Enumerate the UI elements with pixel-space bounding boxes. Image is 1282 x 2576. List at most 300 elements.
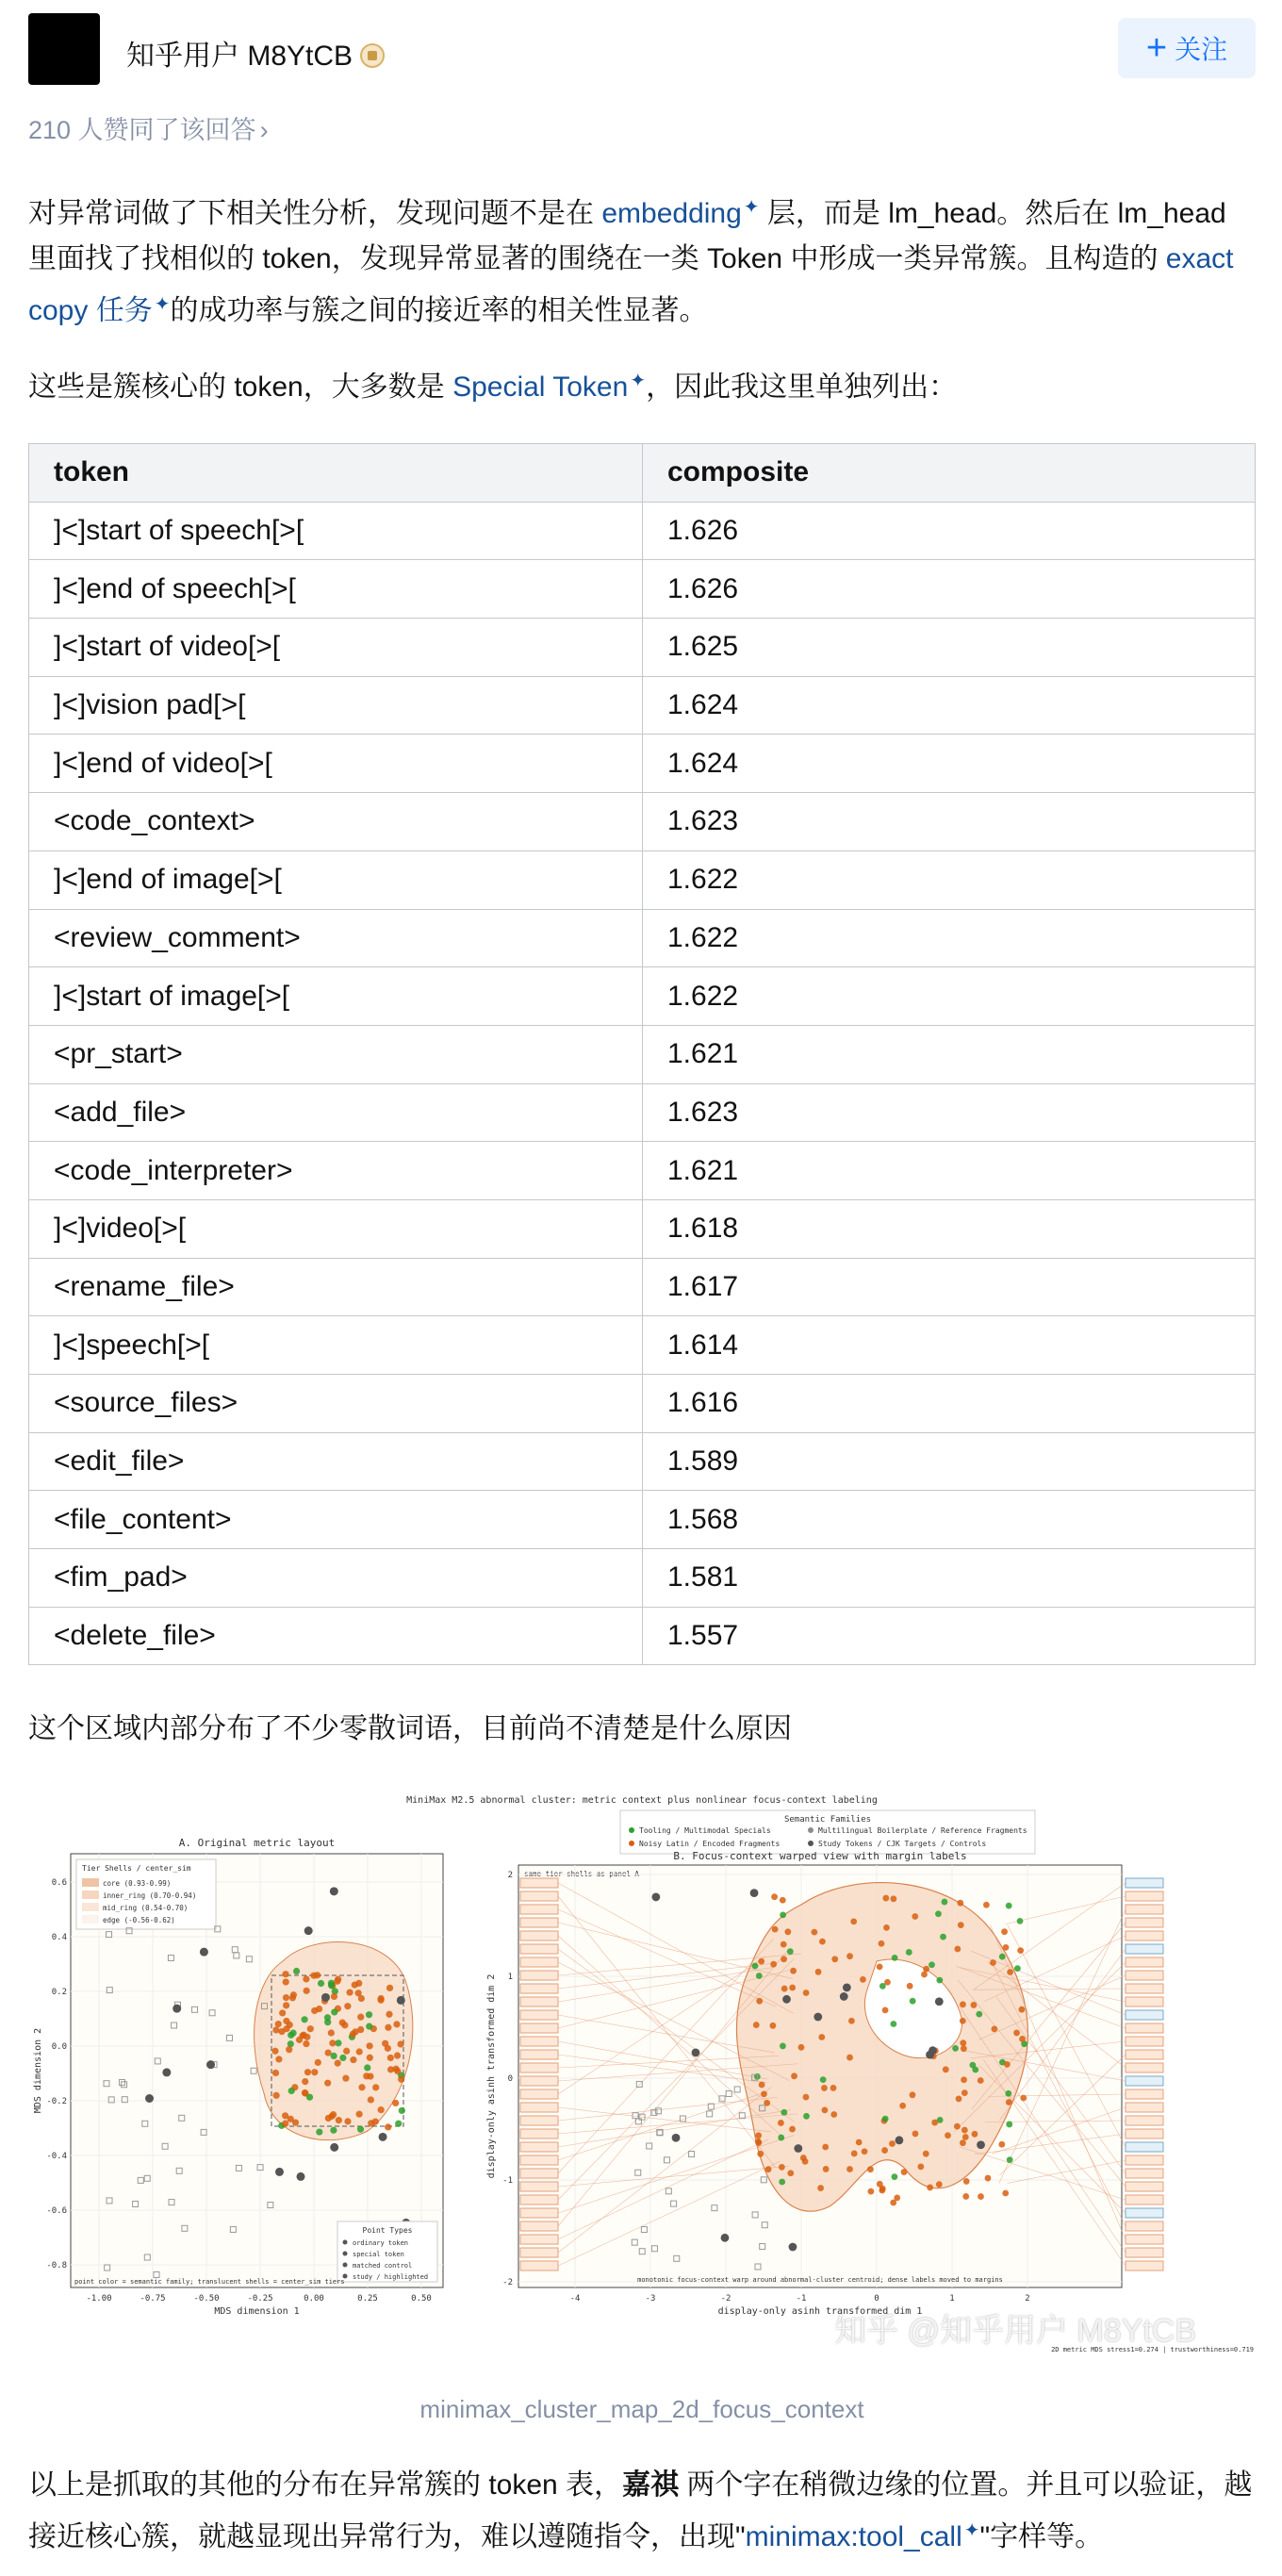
data-point — [331, 2053, 337, 2059]
data-point — [961, 2045, 967, 2052]
cell-token: <code_context> — [29, 793, 643, 851]
cell-composite: 1.623 — [643, 793, 1256, 851]
panel-a-footer: point color = semantic family; translucent shells = center_sim tiers — [74, 2278, 345, 2286]
data-point — [287, 2022, 293, 2028]
study-point — [750, 1889, 759, 1897]
margin-label — [520, 2155, 558, 2165]
data-point — [892, 1955, 898, 1961]
data-point — [985, 2175, 992, 2182]
y-tick: -0.8 — [46, 2261, 67, 2271]
cell-composite: 1.618 — [643, 1199, 1256, 1258]
link-tool-call[interactable]: minimax:tool_call ✦ — [745, 2520, 980, 2552]
margin-label — [520, 2169, 558, 2178]
margin-label — [520, 2235, 558, 2244]
legend-entry: Tooling / Multimodal Specials — [639, 1826, 771, 1835]
data-point — [311, 2007, 318, 2014]
study-point — [672, 2134, 681, 2142]
x-tick: 0.50 — [411, 2294, 432, 2304]
panel-a-title: A. Original metric layout — [178, 1837, 336, 1849]
header-token: token — [29, 444, 643, 503]
data-point — [761, 2090, 767, 2097]
data-point — [789, 1985, 796, 1991]
point-type-entry: matched control — [353, 2262, 413, 2270]
data-point — [770, 1961, 777, 1968]
data-point — [823, 2166, 830, 2172]
margin-label — [1126, 2195, 1163, 2204]
panel-a-xlabel: MDS dimension 1 — [214, 2306, 300, 2317]
follow-label: 关注 — [1175, 35, 1228, 64]
tier-swatch — [82, 1903, 99, 1911]
data-point — [378, 2106, 385, 2113]
data-point — [397, 2040, 403, 2047]
data-point — [392, 2066, 399, 2072]
margin-label — [1126, 1891, 1163, 1901]
study-point — [162, 2068, 171, 2076]
point-type-entry: special token — [353, 2251, 404, 2258]
study-point — [397, 1996, 405, 2005]
data-point — [311, 2069, 318, 2075]
data-point — [822, 2106, 829, 2113]
data-point — [282, 2120, 288, 2126]
data-point — [387, 2055, 394, 2061]
margin-label — [1126, 2103, 1163, 2112]
data-point — [910, 1998, 916, 2005]
data-point — [856, 2139, 863, 2146]
link-exact-copy[interactable]: exact copy 任务 ✦ — [28, 243, 1234, 326]
data-point — [892, 2173, 898, 2180]
data-point — [275, 2021, 282, 2027]
x-tick: -1 — [796, 2294, 807, 2304]
spark-icon: ✦ — [963, 2520, 980, 2541]
data-point — [822, 2144, 829, 2151]
y-tick: 1 — [507, 1973, 513, 1982]
data-point — [293, 1968, 300, 1974]
margin-label — [1126, 1984, 1163, 1993]
data-point — [802, 2158, 809, 2165]
data-point — [364, 2064, 370, 2071]
data-point — [356, 2048, 363, 2055]
data-point — [271, 2048, 278, 2055]
data-point — [759, 2082, 765, 2089]
data-point — [304, 1988, 310, 1994]
cell-token: <delete_file> — [29, 1607, 643, 1665]
margin-label — [1126, 1878, 1163, 1888]
cell-composite: 1.614 — [643, 1316, 1256, 1375]
table-row — [29, 560, 1256, 619]
table-row — [29, 793, 1256, 851]
data-point — [890, 1895, 896, 1902]
tier-entry: mid_ring (0.54-0.70) — [103, 1904, 189, 1912]
data-point — [923, 2151, 929, 2157]
paragraph-4: 以上是抓取的其他的分布在异常簇的 token 表，嘉祺 两个字在稍微边缘的位置。并且可以验证，越接近核心簇，就越显现出异常行为，难以遵随指令，出现"minimax:tool_call ✦"字样等。 — [28, 2469, 1253, 2552]
data-point — [346, 1989, 353, 1995]
margin-label — [520, 2129, 558, 2138]
margin-label — [1126, 2182, 1163, 2191]
margin-label — [1126, 1931, 1163, 1940]
margin-label — [520, 2010, 558, 2020]
data-point — [821, 2085, 828, 2091]
header-composite: composite — [643, 444, 1256, 503]
data-point — [328, 2029, 335, 2036]
author-name[interactable]: 知乎用户 M8YtCB — [126, 32, 385, 74]
margin-label — [1126, 1905, 1163, 1914]
data-point — [811, 1929, 817, 1936]
data-point — [1013, 2030, 1020, 2037]
data-point — [339, 2055, 346, 2061]
tier-entry: core (0.93-0.99) — [103, 1879, 172, 1888]
data-point — [755, 2132, 762, 2138]
margin-label — [1126, 2235, 1163, 2244]
study-point — [145, 2094, 154, 2103]
margin-label — [520, 1891, 558, 1901]
data-point — [879, 2188, 885, 2194]
data-point — [923, 1966, 929, 1973]
link-special-token[interactable]: Special Token ✦ — [452, 371, 647, 403]
table-row — [29, 1199, 1256, 1258]
data-point — [936, 1977, 943, 1984]
data-point — [971, 2002, 978, 2008]
x-tick: 1 — [949, 2294, 955, 2304]
data-point — [991, 2025, 997, 2032]
data-point — [307, 2025, 314, 2032]
data-point — [860, 1976, 866, 1983]
margin-label — [1126, 2023, 1163, 2033]
legend-entry: Multilingual Boilerplate / Reference Fragments — [818, 1826, 1027, 1835]
voters-link[interactable]: 210 人赞同了该回答 › — [28, 116, 269, 144]
data-point — [363, 2072, 370, 2079]
token-table — [28, 443, 1256, 1665]
x-tick: 0 — [874, 2294, 879, 2304]
data-point — [352, 1982, 358, 1989]
cell-composite: 1.625 — [643, 619, 1256, 677]
data-point — [850, 1918, 857, 1924]
y-tick: 0.4 — [51, 1933, 67, 1942]
paragraph-1: 对异常词做了下相关性分析，发现问题不是在 embedding ✦ 层，而是 lm_head。然后在 lm_head 里面找了找相似的 token，发现异常显著的围绕在一类 Token 中形成一类异常簇。且构造的 exact copy 任务 ✦的成功率与簇之间的接近率的相关性显著。 — [28, 197, 1234, 326]
margin-label — [520, 1997, 558, 2006]
badge-icon — [360, 43, 385, 68]
data-point — [780, 1897, 786, 1904]
study-point — [330, 1887, 338, 1895]
data-point — [877, 2181, 883, 2188]
data-point — [328, 1980, 335, 1987]
data-point — [778, 2120, 784, 2126]
data-point — [1004, 2061, 1011, 2068]
margin-label — [1126, 2155, 1163, 2165]
legend-title: Semantic Families — [783, 1815, 872, 1825]
table-header-row — [29, 444, 1256, 503]
data-point — [883, 1924, 890, 1931]
study-point — [789, 2243, 797, 2252]
data-point — [336, 2117, 342, 2123]
follow-button[interactable] — [1118, 18, 1256, 78]
cluster-figure[interactable] — [28, 1792, 1256, 2357]
data-point — [366, 2023, 372, 2030]
margin-label — [1126, 2037, 1163, 2046]
margin-label — [520, 2116, 558, 2125]
data-point — [969, 2062, 976, 2069]
data-point — [377, 1997, 384, 2004]
data-point — [879, 1940, 885, 1947]
data-point — [1006, 2099, 1012, 2105]
figure-caption: minimax_cluster_map_2d_focus_context — [419, 2395, 864, 2423]
data-point — [385, 2024, 391, 2031]
margin-label — [520, 1971, 558, 1980]
data-point — [302, 2078, 308, 2085]
margin-label — [520, 2063, 558, 2072]
panel-b-xlabel: display-only asinh transformed dim 1 — [717, 2306, 923, 2317]
legend-marker — [629, 1841, 634, 1846]
data-point — [1020, 2095, 1027, 2102]
data-point — [394, 2052, 401, 2058]
data-point — [927, 2185, 933, 2191]
data-point — [367, 2055, 373, 2061]
margin-label — [520, 2182, 558, 2191]
cell-composite: 1.589 — [643, 1432, 1256, 1491]
data-point — [779, 2179, 785, 2186]
data-point — [382, 2040, 388, 2047]
study-point — [977, 2140, 985, 2149]
cell-composite: 1.616 — [643, 1375, 1256, 1433]
data-point — [769, 2023, 776, 2029]
cluster-map-svg — [28, 1792, 1256, 2357]
study-point — [304, 1926, 313, 1935]
paragraph-2: 这些是簇核心的 token，大多数是 Special Token ✦，因此我这里单独列出： — [28, 371, 958, 403]
data-point — [962, 2127, 968, 2134]
point-type-marker — [343, 2240, 348, 2245]
data-point — [1017, 1918, 1024, 1924]
x-tick: -0.25 — [247, 2294, 273, 2304]
data-point — [862, 2148, 868, 2155]
margin-label — [1126, 2063, 1163, 2072]
cell-token: <code_interpreter> — [29, 1142, 643, 1200]
data-point — [392, 2100, 399, 2106]
data-point — [315, 2059, 321, 2066]
data-point — [779, 2164, 785, 2171]
tier-title: Tier Shells / center_sim — [82, 1864, 191, 1873]
data-point — [963, 2178, 970, 2185]
data-point — [1005, 2090, 1011, 2097]
data-point — [960, 2039, 966, 2046]
data-point — [290, 1991, 297, 1998]
data-point — [846, 2166, 853, 2172]
margin-label — [520, 2023, 558, 2033]
data-point — [787, 1948, 794, 1955]
cell-token: <pr_start> — [29, 1025, 643, 1083]
cell-composite: 1.621 — [643, 1025, 1256, 1083]
data-point — [758, 1958, 764, 1965]
data-point — [778, 2135, 784, 2141]
data-point — [831, 1956, 838, 1962]
data-point — [962, 2089, 968, 2096]
panel-b-footer: monotonic focus-context warp around abnormal-cluster centroid; dense labels moved to margins — [637, 2276, 1003, 2284]
margin-label — [520, 2248, 558, 2257]
data-point — [283, 1978, 289, 1985]
margin-label — [1126, 2169, 1163, 2178]
point-type-entry: study / highlighted — [353, 2273, 429, 2281]
figure-suptitle: MiniMax M2.5 abnormal cluster: metric context plus nonlinear focus-context labeling — [406, 1795, 878, 1806]
cell-composite: 1.621 — [643, 1142, 1256, 1200]
data-point — [867, 2188, 874, 2195]
data-point — [803, 2113, 810, 2120]
study-point — [206, 2060, 215, 2069]
x-tick: -2 — [720, 2294, 731, 2304]
data-point — [1001, 1928, 1008, 1935]
data-point — [303, 1975, 309, 1982]
cell-composite: 1.624 — [643, 735, 1256, 793]
data-point — [399, 2107, 405, 2114]
data-point — [884, 1979, 891, 1986]
cell-token: <rename_file> — [29, 1258, 643, 1316]
table-row — [29, 502, 1256, 560]
data-point — [817, 2185, 824, 2191]
data-point — [848, 2018, 855, 2024]
data-point — [931, 2120, 938, 2126]
data-point — [331, 2008, 337, 2015]
x-tick: 0.25 — [357, 2294, 378, 2304]
margin-label — [1126, 1944, 1163, 1954]
data-point — [753, 2022, 760, 2028]
data-point — [398, 2076, 404, 2083]
table-row — [29, 1142, 1256, 1200]
data-point — [820, 2076, 827, 2083]
y-tick: 0.0 — [51, 2042, 67, 2052]
data-point — [781, 1941, 787, 1948]
data-point — [917, 2163, 924, 2170]
tier-entry: inner_ring (0.70-0.94) — [103, 1891, 197, 1900]
cell-token: <review_comment> — [29, 909, 643, 967]
data-point — [344, 2003, 351, 2009]
data-point — [290, 2030, 297, 2037]
study-point — [379, 2133, 387, 2141]
data-point — [910, 2091, 916, 2098]
data-point — [907, 1983, 913, 1990]
tier-swatch — [82, 1891, 99, 1899]
study-point — [651, 1893, 660, 1902]
margin-label — [1126, 1971, 1163, 1980]
data-point — [890, 2021, 896, 2027]
study-point — [200, 1948, 208, 1957]
data-point — [752, 1963, 759, 1970]
cell-token: <edit_file> — [29, 1432, 643, 1491]
legend-entry: Study Tokens / CJK Targets / Controls — [818, 1840, 987, 1848]
panel-a-ylabel: MDS dimension 2 — [33, 2027, 43, 2114]
data-point — [787, 2170, 794, 2176]
data-point — [830, 2085, 837, 2091]
data-point — [978, 2077, 984, 2084]
data-point — [956, 2096, 962, 2103]
tier-swatch — [82, 1878, 99, 1887]
study-point — [782, 1995, 791, 2004]
margin-label — [520, 2142, 558, 2152]
data-point — [367, 2042, 373, 2049]
y-tick: -0.4 — [46, 2152, 67, 2161]
avatar[interactable] — [28, 13, 100, 85]
data-point — [998, 2141, 1005, 2148]
link-embedding[interactable]: embedding ✦ — [601, 197, 760, 229]
data-point — [358, 1995, 365, 2002]
data-point — [316, 2128, 322, 2135]
point-type-entry: ordinary token — [353, 2239, 409, 2247]
margin-label — [1126, 2221, 1163, 2231]
data-point — [781, 1986, 788, 1992]
data-point — [882, 1895, 889, 1902]
data-point — [386, 2011, 392, 2018]
margin-label — [1126, 1997, 1163, 2006]
stress-note: 2D metric MDS stress1=0.274 | trustworthiness=0.719 — [1051, 2346, 1254, 2353]
table-row — [29, 1607, 1256, 1665]
table-row — [29, 1491, 1256, 1549]
study-point — [794, 2144, 802, 2153]
data-point — [385, 2123, 391, 2130]
table-row — [29, 850, 1256, 909]
data-point — [901, 2169, 908, 2175]
spark-icon: ✦ — [154, 294, 171, 315]
data-point — [942, 1899, 948, 1906]
tier-swatch — [82, 1915, 99, 1924]
data-point — [958, 1922, 964, 1928]
cell-token: ]<]start of image[>[ — [29, 967, 643, 1026]
table-row — [29, 1316, 1256, 1375]
table-row — [29, 735, 1256, 793]
data-point — [324, 2080, 331, 2087]
margin-label — [520, 1984, 558, 1993]
data-point — [1002, 2190, 1009, 2197]
table-row — [29, 1025, 1256, 1083]
data-point — [325, 2115, 332, 2122]
data-point — [881, 2147, 888, 2154]
margin-label — [1126, 2142, 1163, 2152]
y-tick: -0.6 — [46, 2206, 67, 2216]
panel-b-ylabel: display-only asinh transformed dim 2 — [486, 1973, 497, 2179]
data-point — [329, 2039, 336, 2046]
paragraph-3: 这个区域内部分布了不少零散词语，目前尚不清楚是什么原因 — [28, 1713, 792, 1744]
table-row — [29, 1549, 1256, 1608]
margin-label — [520, 1918, 558, 1927]
spark-icon: ✦ — [743, 197, 760, 218]
data-point — [357, 2026, 364, 2033]
x-tick: -3 — [645, 2294, 656, 2304]
margin-label — [1126, 2208, 1163, 2218]
data-point — [803, 2094, 810, 2101]
margin-label — [520, 1957, 558, 1967]
y-tick: 2 — [507, 1871, 513, 1880]
study-point — [275, 2168, 284, 2176]
data-point — [957, 1900, 963, 1907]
data-point — [343, 2048, 350, 2055]
cell-token: ]<]end of speech[>[ — [29, 560, 643, 619]
cell-composite: 1.624 — [643, 676, 1256, 735]
data-point — [846, 2055, 853, 2061]
y-tick: 0 — [507, 2074, 513, 2084]
data-point — [272, 2026, 279, 2033]
margin-label — [520, 2103, 558, 2112]
margin-label — [520, 2195, 558, 2204]
cell-token: ]<]vision pad[>[ — [29, 676, 643, 735]
data-point — [789, 2126, 796, 2133]
data-point — [357, 2014, 364, 2021]
data-point — [1019, 2036, 1026, 2042]
data-point — [358, 2084, 365, 2090]
x-tick: 2 — [1025, 2294, 1030, 2304]
data-point — [781, 1956, 787, 1962]
data-point — [830, 2111, 837, 2118]
data-point — [314, 1972, 320, 1978]
y-tick: -2 — [502, 2278, 513, 2287]
margin-label — [1126, 2050, 1163, 2059]
margin-label — [520, 2221, 558, 2231]
study-point — [929, 2046, 937, 2055]
data-point — [330, 2127, 337, 2134]
